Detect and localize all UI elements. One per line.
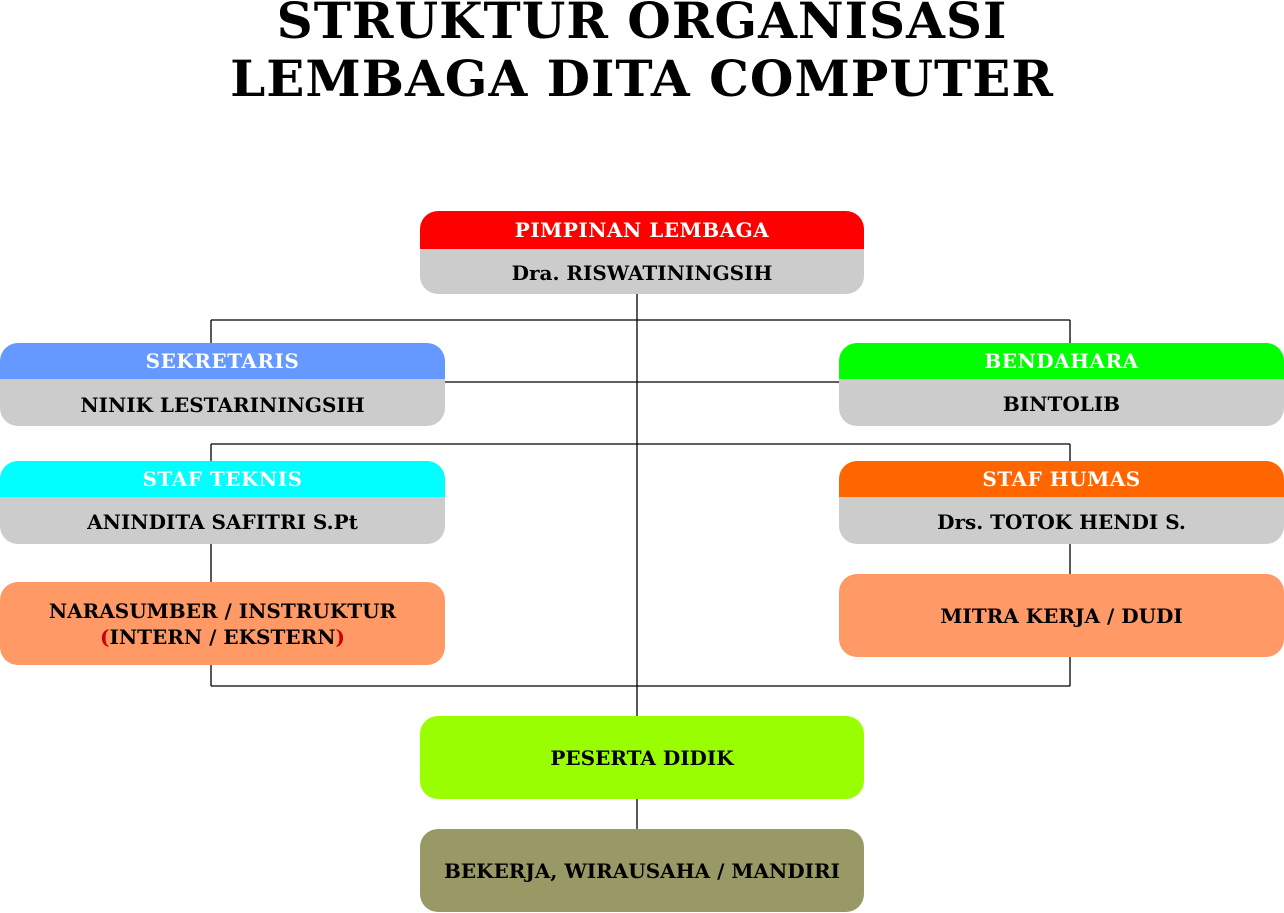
node-staf-teknis-role: STAF TEKNIS bbox=[0, 461, 445, 497]
node-pimpinan-name: Dra. RISWATININGSIH bbox=[420, 249, 864, 294]
node-narasumber-line2-text: INTERN / EKSTERN bbox=[109, 624, 336, 649]
node-bendahara-name: BINTOLIB bbox=[839, 379, 1284, 426]
paren-open: ( bbox=[100, 624, 110, 649]
node-staf-humas-name: Drs. TOTOK HENDI S. bbox=[839, 497, 1284, 544]
node-sekretaris bbox=[0, 343, 445, 426]
node-staf-humas-role: STAF HUMAS bbox=[839, 461, 1284, 497]
node-staf-teknis-name: ANINDITA SAFITRI S.Pt bbox=[0, 497, 445, 544]
node-sekretaris-name: NINIK LESTARININGSIH bbox=[0, 379, 445, 426]
node-peserta-didik: PESERTA DIDIK bbox=[420, 716, 864, 799]
node-narasumber-line1: NARASUMBER / INSTRUKTUR bbox=[48, 598, 397, 623]
node-bendahara bbox=[839, 343, 1284, 426]
node-narasumber-line2 bbox=[100, 624, 345, 650]
title-line-1: STRUKTUR ORGANISASI bbox=[276, 0, 1008, 50]
node-mitra-kerja: MITRA KERJA / DUDI bbox=[839, 574, 1284, 657]
title-line-2: LEMBAGA DITA COMPUTER bbox=[230, 49, 1054, 108]
node-narasumber bbox=[0, 582, 445, 665]
node-pimpinan-lembaga bbox=[420, 211, 864, 294]
node-pimpinan-role: PIMPINAN LEMBAGA bbox=[420, 211, 864, 249]
node-staf-teknis bbox=[0, 461, 445, 544]
node-bekerja: BEKERJA, WIRAUSAHA / MANDIRI bbox=[420, 829, 864, 912]
node-staf-humas bbox=[839, 461, 1284, 544]
node-sekretaris-role: SEKRETARIS bbox=[0, 343, 445, 379]
node-bendahara-role: BENDAHARA bbox=[839, 343, 1284, 379]
paren-close: ) bbox=[335, 624, 345, 649]
